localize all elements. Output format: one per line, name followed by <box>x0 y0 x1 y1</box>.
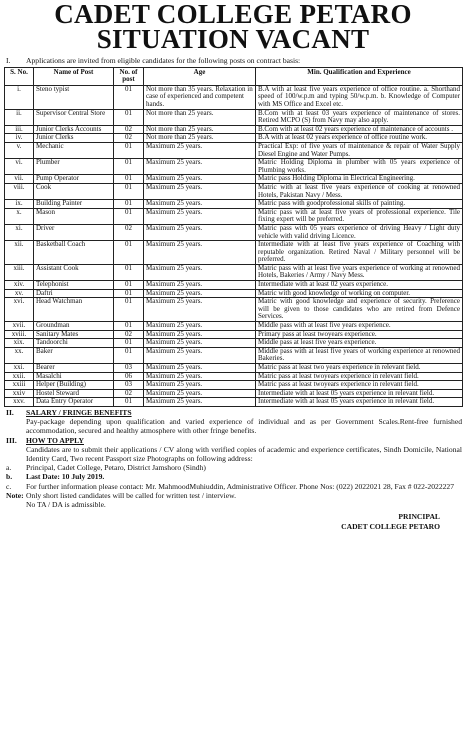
table-row <box>5 264 463 280</box>
cell-post-name: Steno typist <box>34 85 114 109</box>
cell-sno: ii. <box>5 109 34 125</box>
cell-post-count: 01 <box>114 322 144 331</box>
cell-post-count: 02 <box>114 389 144 398</box>
cell-sno: xvi. <box>5 298 34 322</box>
table-row <box>5 347 463 363</box>
cell-qualification: Intermediate with at least five years experience of Coaching with reputable organization. Retired Naval / Military personnel will be preferred. <box>256 241 463 265</box>
cell-post-count: 01 <box>114 398 144 407</box>
cell-sno: xviii. <box>5 330 34 339</box>
cell-age: Maximum 25 years. <box>144 208 256 224</box>
table-row <box>5 298 463 322</box>
cell-post-count: 01 <box>114 298 144 322</box>
cell-post-count: 01 <box>114 241 144 265</box>
table-row <box>5 381 463 390</box>
cell-post-name: Driver <box>34 224 114 240</box>
cell-sno: xi. <box>5 224 34 240</box>
cell-age: Maximum 25 years. <box>144 381 256 390</box>
cell-post-count: 01 <box>114 264 144 280</box>
cell-age: Maximum 25 years. <box>144 372 256 381</box>
ad-title-line2: SITUATION VACANT <box>96 24 370 54</box>
cell-post-count: 01 <box>114 339 144 348</box>
salary-heading: SALARY / FRINGE BENEFITS <box>26 407 132 417</box>
cell-post-name: Bearer <box>34 364 114 373</box>
cell-sno: vi. <box>5 159 34 175</box>
cell-sno: i. <box>5 85 34 109</box>
cell-post-name: Basketball Coach <box>34 241 114 265</box>
salary-number: II. <box>6 407 14 417</box>
cell-qualification: Intermediate with at least 05 years experience in relevant field. <box>256 398 463 407</box>
cell-post-name: Mechanic <box>34 142 114 158</box>
cell-age: Maximum 25 years. <box>144 175 256 184</box>
cell-sno: viii. <box>5 183 34 199</box>
cell-post-name: Sanitary Mates <box>34 330 114 339</box>
ad-title-line1: CADET COLLEGE PETARO <box>54 0 412 29</box>
cell-age: Maximum 25 years. <box>144 389 256 398</box>
cell-sno: xxi. <box>5 364 34 373</box>
cell-post-name: Daftri <box>34 289 114 298</box>
cell-post-count: 01 <box>114 289 144 298</box>
cell-post-count: 02 <box>114 330 144 339</box>
apply-section <box>4 436 462 510</box>
signature-block <box>4 512 462 531</box>
item-a-label: a. <box>6 463 12 473</box>
cell-sno: v. <box>5 142 34 158</box>
cell-qualification: B.A with at least 02 years experience of office routine work. <box>256 134 463 143</box>
cell-age: Maximum 25 years. <box>144 159 256 175</box>
cell-qualification: Matric pass with at least five years of professional experience. Tile fixing expert will be preferred. <box>256 208 463 224</box>
item-a-address: Principal, Cadet College, Petaro, District Jamshoro (Sindh) <box>26 463 206 473</box>
cell-age: Maximum 25 years. <box>144 281 256 290</box>
cell-post-count: 03 <box>114 381 144 390</box>
cell-qualification: Matric pass with at least five years experience of working at renowned Hotels, Bakeries / Army / Navy Mess. <box>256 264 463 280</box>
cell-post-name: Cook <box>34 183 114 199</box>
cell-sno: xxv. <box>5 398 34 407</box>
item-b-label: b. <box>6 472 13 482</box>
cell-qualification: Practical Exp: of five years of maintenance & repair of Water Supply Diesel Engine and Water Pumps. <box>256 142 463 158</box>
cell-post-name: Building Painter <box>34 200 114 209</box>
cell-post-name: Junior Clerks Accounts <box>34 125 114 134</box>
table-row <box>5 109 463 125</box>
cell-qualification: Middle pass with at least five years of working experience at renowned Bakeries. <box>256 347 463 363</box>
cell-age: Maximum 25 years. <box>144 289 256 298</box>
last-date-value: 10 July 2019. <box>61 472 105 482</box>
cell-age: Not more than 25 years. <box>144 125 256 134</box>
cell-sno: xiii. <box>5 264 34 280</box>
cell-post-count: 02 <box>114 125 144 134</box>
cell-qualification: Matric pass with 05 years experience of driving Heavy / Light duty vehicle with valid driving Licence. <box>256 224 463 240</box>
cell-qualification: Middle pass at least five years experience. <box>256 339 463 348</box>
cell-qualification: B.Com with at least 02 years experience of maintenance of accounts . <box>256 125 463 134</box>
posts-table <box>4 67 463 407</box>
header-qualification: Min. Qualification and Experience <box>256 68 463 86</box>
cell-post-name: Supervisor Central Store <box>34 109 114 125</box>
cell-sno: ix. <box>5 200 34 209</box>
header-sno: S. No. <box>5 68 34 86</box>
intro-line <box>4 56 462 65</box>
cell-age: Maximum 25 years. <box>144 322 256 331</box>
cell-qualification: Matric with at least five years experience of cooking at renowned Hotels, Pakistan Navy / Mess. <box>256 183 463 199</box>
cell-post-name: Hostel Steward <box>34 389 114 398</box>
apply-text: Candidates are to submit their applications / CV along with verified copies of academic and experience certificates, Sindh Domicile, National Identity Card, Two recent Passport size Photographs on following address: <box>26 444 462 463</box>
table-row <box>5 398 463 407</box>
cell-qualification: Matric pass at least twoyears experience in relevant field. <box>256 381 463 390</box>
cell-age: Not more than 25 years. <box>144 134 256 143</box>
cell-sno: xii. <box>5 241 34 265</box>
signature-title: PRINCIPAL <box>398 512 440 522</box>
cell-post-name: Plumber <box>34 159 114 175</box>
cell-post-count: 01 <box>114 347 144 363</box>
cell-post-count: 01 <box>114 109 144 125</box>
header-name: Name of Post <box>34 68 114 86</box>
cell-sno: iii. <box>5 125 34 134</box>
cell-sno: xxiii <box>5 381 34 390</box>
cell-age: Maximum 25 years. <box>144 224 256 240</box>
note-line1: Only short listed candidates will be called for written test / interview. <box>26 490 236 500</box>
cell-post-name: Tandoorchi <box>34 339 114 348</box>
table-row <box>5 142 463 158</box>
cell-age: Maximum 25 years. <box>144 339 256 348</box>
note-line2: No TA / DA is admissible. <box>26 500 106 509</box>
cell-age: Maximum 25 years. <box>144 347 256 363</box>
cell-qualification: Matric Holding Diploma in plumber with 05 years experience of Plumbing works. <box>256 159 463 175</box>
cell-qualification: Matric pass at least twoyears experience in relevant field. <box>256 372 463 381</box>
cell-qualification: Intermediate with at least 02 years experience. <box>256 281 463 290</box>
cell-sno: iv. <box>5 134 34 143</box>
header-posts: No. of post <box>114 68 144 86</box>
cell-sno: xv. <box>5 289 34 298</box>
cell-qualification: Matric pass with goodprofessional skills of painting. <box>256 200 463 209</box>
cell-age: Maximum 25 years. <box>144 183 256 199</box>
cell-post-count: 02 <box>114 224 144 240</box>
cell-age: Maximum 25 years. <box>144 241 256 265</box>
table-row <box>5 208 463 224</box>
note-label: Note: <box>6 490 24 500</box>
cell-qualification: B.A with at least five years experience of office routine. a. Shorthand speed of 100/w.p.m and typing 50/w.p.m. b. Knowledge of Computer with MS Office and Excel etc. <box>256 85 463 109</box>
table-row <box>5 330 463 339</box>
cell-qualification: Matric with good knowledge and experience of security. Preference will be given to those candidates who are retired from Defence Services. <box>256 298 463 322</box>
table-row <box>5 183 463 199</box>
cell-post-name: Pump Operator <box>34 175 114 184</box>
cell-sno: xx. <box>5 347 34 363</box>
cell-sno: vii. <box>5 175 34 184</box>
posts-table-body <box>5 85 463 406</box>
cell-post-name: Data Entry Operator <box>34 398 114 407</box>
cell-sno: xiv. <box>5 281 34 290</box>
cell-age: Maximum 25 years. <box>144 330 256 339</box>
cell-post-name: Groundman <box>34 322 114 331</box>
last-date-label: Last Date: <box>26 472 60 482</box>
cell-post-count: 02 <box>114 134 144 143</box>
cell-age: Maximum 25 years. <box>144 364 256 373</box>
cell-post-count: 01 <box>114 85 144 109</box>
table-row <box>5 364 463 373</box>
cell-sno: x. <box>5 208 34 224</box>
contact-info: For further information please contact: Mr. MahmoodMuhiuddin, Administrative Officer. Phone Nos: (022) 2022021 28, Fax # 022-2022227 <box>26 481 455 491</box>
cell-sno: xvii. <box>5 322 34 331</box>
item-c-label: c. <box>6 481 12 491</box>
intro-number: I. <box>6 56 11 65</box>
table-row <box>5 322 463 331</box>
cell-post-count: 06 <box>114 372 144 381</box>
cell-post-count: 03 <box>114 364 144 373</box>
cell-age: Maximum 25 years. <box>144 298 256 322</box>
cell-post-name: Junior Clerks <box>34 134 114 143</box>
cell-post-count: 01 <box>114 142 144 158</box>
table-row <box>5 85 463 109</box>
cell-post-count: 01 <box>114 175 144 184</box>
cell-qualification: B.Com with at least 03 years experience of maintenance of stores. Retired MCPO (S) from Navy may also apply. <box>256 109 463 125</box>
apply-number: III. <box>6 435 17 445</box>
cell-post-count: 01 <box>114 159 144 175</box>
advertisement-page <box>4 2 462 531</box>
cell-post-name: Baker <box>34 347 114 363</box>
intro-text: Applications are invited from eligible candidates for the following posts on contract basis: <box>26 56 301 65</box>
cell-post-name: Masalchi <box>34 372 114 381</box>
table-row <box>5 281 463 290</box>
signature-institution: CADET COLLEGE PETARO <box>341 521 440 531</box>
salary-text: Pay-package depending upon qualification and varied experience of individual and as per Government Scales.Rent-free furnished accommodation, secured and healthy atmosphere with other fringe benefits. <box>26 417 462 436</box>
cell-post-name: Mason <box>34 208 114 224</box>
cell-post-name: Helper (Building) <box>34 381 114 390</box>
table-row <box>5 241 463 265</box>
cell-qualification: Matric pass Holding Diploma in Electrical Engineering. <box>256 175 463 184</box>
cell-age: Not more than 25 years. <box>144 109 256 125</box>
cell-post-name: Telephonist <box>34 281 114 290</box>
cell-sno: xix. <box>5 339 34 348</box>
cell-qualification: Matric with good knowledge of working on computer. <box>256 289 463 298</box>
salary-section <box>4 408 462 436</box>
apply-heading: HOW TO APPLY <box>26 435 84 445</box>
cell-sno: xxiv <box>5 389 34 398</box>
cell-qualification: Matric pass at least two years experience in relevant field. <box>256 364 463 373</box>
table-header-row <box>5 68 463 86</box>
cell-post-count: 01 <box>114 200 144 209</box>
cell-post-count: 01 <box>114 281 144 290</box>
cell-age: Maximum 25 years. <box>144 200 256 209</box>
cell-post-count: 01 <box>114 183 144 199</box>
cell-age: Maximum 25 years. <box>144 142 256 158</box>
table-row <box>5 200 463 209</box>
cell-qualification: Middle pass with at least five years experience. <box>256 322 463 331</box>
cell-qualification: Intermediate with at least 05 years experience in relevant field. <box>256 389 463 398</box>
cell-sno: xxii. <box>5 372 34 381</box>
cell-age: Maximum 25 years. <box>144 398 256 407</box>
header-age: Age <box>144 68 256 86</box>
table-row <box>5 159 463 175</box>
cell-post-name: Assistant Cook <box>34 264 114 280</box>
cell-qualification: Primary pass at least twoyears experience. <box>256 330 463 339</box>
table-row <box>5 224 463 240</box>
cell-age: Maximum 25 years. <box>144 264 256 280</box>
cell-post-count: 01 <box>114 208 144 224</box>
cell-age: Not more than 35 years. Relaxation in case of experienced and competent hands. <box>144 85 256 109</box>
cell-post-name: Head Watchman <box>34 298 114 322</box>
